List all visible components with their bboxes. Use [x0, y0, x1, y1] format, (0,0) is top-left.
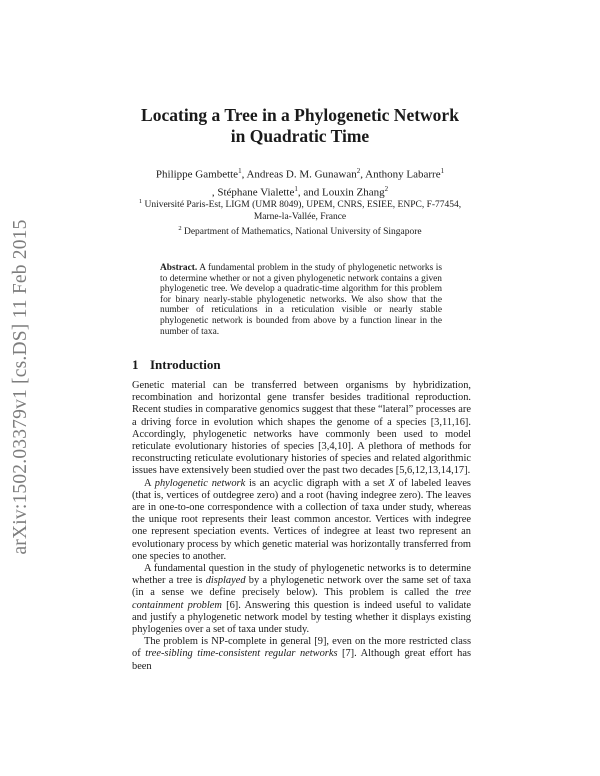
- paragraph-2: A phylogenetic network is an acyclic digraph with a set X of labeled leaves (that is, vertices of outdegree zero) and a root (having indegree zero). The leaves are in one-to-one correspondence with a collection of taxa under study, whereas the unique root represents their least common ancestor. Vertices with indegree one represent speciation events. Vertices of indegree at least two represent an evolutionary process by which genetic material was horizontally transferred from one species to another.: [132, 477, 471, 562]
- author-name: , and Louxin Zhang: [297, 186, 385, 199]
- author-name: , Stéphane Vialette: [211, 186, 295, 199]
- author-affil-mark: 2: [384, 184, 389, 193]
- paragraph-3: A fundamental question in the study of phylogenetic networks is to determine whether a tree is displayed by a phylogenetic network over the same set of taxa (in a sense we define precisely below). This problem is called the tree containment problem [6]. Answering this question is indeed useful to validate and justify a phylogenetic network model by testing whether it displays existing phylogenies over a set of taxa under study.: [132, 563, 471, 636]
- author-name: , Andreas D. M. Gunawan: [241, 168, 357, 181]
- emphasis: tree containment problem: [132, 587, 471, 611]
- affiliation-1: [130, 196, 470, 223]
- emphasis: tree-sibling time-consistent regular networks: [145, 648, 338, 660]
- section-title: Introduction: [150, 357, 221, 372]
- abstract: [160, 263, 442, 337]
- paragraph-1: Genetic material can be transferred between organisms by hybridization, recombination and horizontal gene transfer besides traditional reproduction. Recent studies in comparative genomics suggest that these “lateral” processes are a driving force in evolution which shapes the genome of a species [3,11,16]. Accordingly, phylogenetic networks have commonly been used to model reticulate evolutionary histories of species [3,4,10]. A plethora of methods for reconstructing reticulate evolutionary histories of species and related algorithmic issues have extensively been studied over the past two decades [5,6,12,13,14,17].: [132, 380, 471, 477]
- arxiv-identifier: arXiv:1502.03379v1 [cs.DS] 11 Feb 2015: [10, 219, 31, 555]
- author-affil-mark: 1: [294, 184, 298, 193]
- title-line-1: Locating a Tree in a Phylogenetic Network: [141, 105, 459, 125]
- paragraph-4: The problem is NP-complete in general [9], even on the more restricted class of tree-sibling time-consistent regular networks [7]. Although great effort has been: [132, 636, 471, 672]
- affiliation-2: [130, 223, 470, 239]
- author-affil-mark: 2: [356, 167, 361, 175]
- title-line-2: in Quadratic Time: [230, 126, 370, 146]
- body-text: [132, 380, 471, 673]
- affiliation-number: 2: [178, 225, 182, 233]
- abstract-label: Abstract.: [160, 263, 198, 273]
- author-name: Philippe Gambette: [155, 168, 239, 181]
- arxiv-stamp: [8, 198, 34, 576]
- author-affil-mark: 1: [440, 167, 445, 175]
- emphasis: displayed: [205, 575, 246, 587]
- author-affil-mark: 1: [238, 167, 242, 175]
- section-number: 1: [132, 357, 139, 372]
- math-symbol: X: [388, 477, 395, 489]
- author-name: , Anthony Labarre: [360, 168, 441, 181]
- affiliation-text: Department of Mathematics, National University of Singapore: [183, 227, 422, 238]
- abstract-text: A fundamental problem in the study of phylogenetic networks is to determine whether or not a given phylogenetic network contains a given phylogenetic tree. We develop a quadratic-time algorithm for this problem for binary nearly-stable phylogenetic networks. We also show that the number of reticulations in a reticulation visible or nearly stable phylogenetic network is bounded from above by a function linear in the number of taxa.: [160, 263, 442, 337]
- author-list: [120, 164, 480, 199]
- emphasis: phylogenetic network: [154, 477, 246, 489]
- affiliations: [130, 196, 470, 239]
- section-heading: [132, 357, 221, 373]
- affiliation-text: Université Paris-Est, LIGM (UMR 8049), UPEM, CNRS, ESIEE, ENPC, F-77454, Marne-la-Vallée, France: [144, 200, 462, 222]
- paper-title: [130, 105, 470, 147]
- affiliation-number: 1: [138, 198, 143, 205]
